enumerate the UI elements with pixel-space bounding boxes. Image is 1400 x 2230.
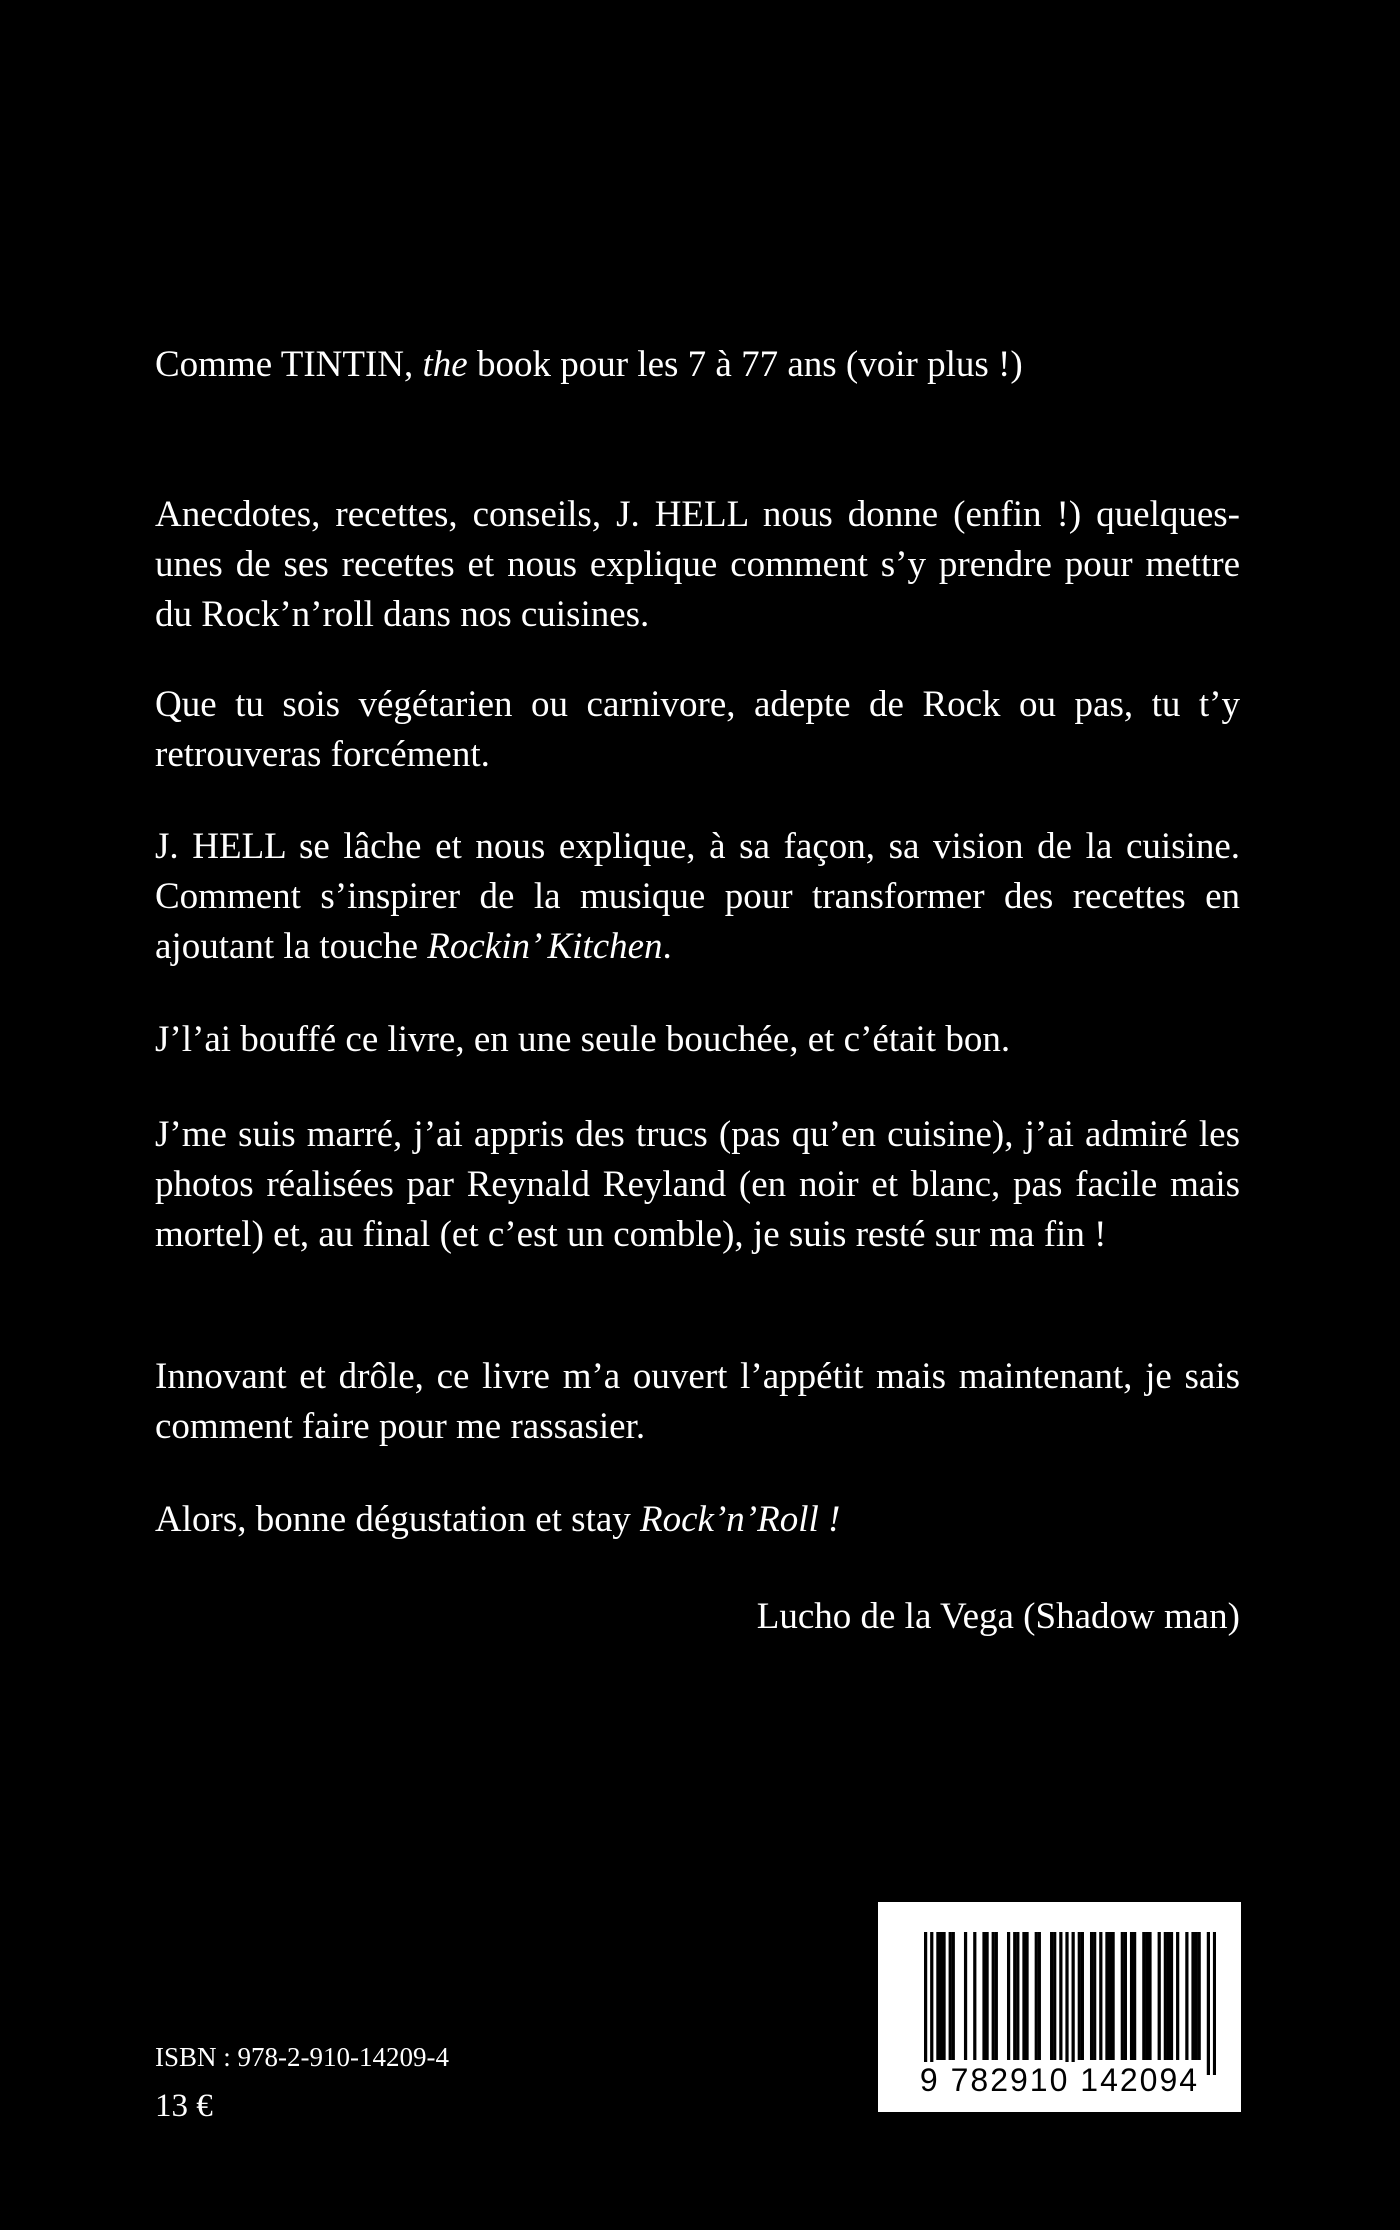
barcode-bar xyxy=(1124,1932,1127,2060)
barcode-bar xyxy=(992,1932,995,2060)
paragraph-text: J’me suis marré, j’ai appris des trucs (pas qu’en cuisine), j’ai admiré les photos réalisées par Reynald Reyland (en noir et blanc, pas facile mais mortel) et, au final (et c’est un comble), je suis resté sur ma fin ! xyxy=(155,1114,1240,1255)
tagline xyxy=(155,340,1023,390)
paragraph-text-prefix: J. HELL se lâche et nous explique, à sa façon, sa vision de la cuisine. Comment s’inspirer de la musique pour transformer des recettes en ajoutant la touche xyxy=(155,826,1240,967)
barcode-bar xyxy=(1121,1932,1124,2060)
barcode-bar xyxy=(1093,1932,1096,2060)
paragraph-text-emphasis: Rockin’ Kitchen xyxy=(427,926,663,967)
barcode-bar xyxy=(1176,1932,1179,2060)
paragraph-text: Que tu sois végétarien ou carnivore, adepte de Rock ou pas, tu t’y retrouveras forcément. xyxy=(155,684,1240,775)
barcode-bar xyxy=(1007,1932,1010,2060)
barcode-bar xyxy=(949,1932,952,2060)
signature: Lucho de la Vega (Shadow man) xyxy=(756,1596,1240,1637)
paragraph-text xyxy=(155,1495,1240,1545)
barcode-bar xyxy=(1111,1932,1114,2060)
barcode-bar xyxy=(939,1932,942,2060)
barcode-bar xyxy=(1022,1932,1025,2060)
barcode-bar xyxy=(1142,1932,1145,2060)
tagline-prefix: Comme TINTIN, xyxy=(155,344,423,385)
barcode-bar xyxy=(924,1932,927,2075)
barcode-bar xyxy=(1025,1932,1028,2060)
barcode-bar xyxy=(930,1932,933,2075)
barcode-bar xyxy=(964,1932,967,2060)
barcode-bar xyxy=(1053,1932,1056,2060)
barcode-bar xyxy=(995,1932,998,2060)
paragraph-vegetarien xyxy=(155,680,1240,780)
barcode-bar xyxy=(1170,1932,1173,2060)
paragraph-anecdotes xyxy=(155,490,1240,640)
barcode-bar xyxy=(1072,1932,1075,2075)
paragraph-degustation xyxy=(155,1495,1240,1545)
barcode-bar xyxy=(1081,1932,1084,2060)
barcode-bar xyxy=(1130,1932,1133,2060)
paragraph-bouffe xyxy=(155,1015,1240,1065)
barcode-bar xyxy=(985,1932,988,2060)
barcode-bar xyxy=(1108,1932,1111,2060)
barcode-bar xyxy=(973,1932,976,2060)
barcode-bar xyxy=(1133,1932,1136,2060)
paragraph-text: J’l’ai bouffé ce livre, en une seule bouchée, et c’était bon. xyxy=(155,1019,1011,1060)
barcode-bar xyxy=(1185,1932,1188,2060)
paragraph-text-suffix: . xyxy=(662,926,672,967)
paragraph-marre xyxy=(155,1110,1240,1260)
barcode-bar xyxy=(1213,1932,1216,2075)
isbn-label: ISBN : 978-2-910-14209-4 xyxy=(155,2042,449,2072)
barcode-bar xyxy=(1148,1932,1151,2060)
barcode-bar xyxy=(1013,1932,1016,2060)
barcode-bar xyxy=(1016,1932,1019,2060)
tagline-emphasis: the xyxy=(422,344,468,385)
barcode-bar xyxy=(982,1932,985,2060)
barcode-digits xyxy=(878,2062,1241,2099)
barcode-bar xyxy=(1194,1932,1197,2060)
barcode-bar xyxy=(1050,1932,1053,2060)
barcode-digits-text: 9 782910 142094 xyxy=(919,2062,1200,2098)
barcode-bars-icon xyxy=(924,1932,1216,2075)
barcode-bar xyxy=(942,1932,945,2060)
barcode-bar xyxy=(1090,1932,1093,2060)
barcode-bar xyxy=(1145,1932,1148,2060)
tagline-suffix: book pour les 7 à 77 ans (voir plus !) xyxy=(467,344,1023,385)
barcode-bar xyxy=(1065,1932,1068,2075)
barcode-bar xyxy=(1099,1932,1102,2060)
paragraph-text xyxy=(155,822,1240,972)
barcode-bar xyxy=(1191,1932,1194,2060)
paragraph-innovant xyxy=(155,1352,1240,1452)
barcode-bar xyxy=(1207,1932,1210,2075)
barcode xyxy=(878,1902,1241,2112)
barcode-bar xyxy=(1198,1932,1201,2060)
barcode-bar xyxy=(1038,1932,1041,2060)
paragraph-text: Innovant et drôle, ce livre m’a ouvert l’appétit mais maintenant, je sais comment faire pour me rassasier. xyxy=(155,1356,1240,1447)
barcode-bar xyxy=(952,1932,955,2060)
barcode-bar xyxy=(1035,1932,1038,2060)
price-label: 13 € xyxy=(155,2088,213,2124)
paragraph-text-emphasis: Rock’n’Roll ! xyxy=(640,1499,841,1540)
barcode-bar xyxy=(1158,1932,1161,2060)
paragraph-vision-cuisine xyxy=(155,822,1240,972)
barcode-bar xyxy=(936,1932,939,2060)
barcode-bar xyxy=(1164,1932,1167,2060)
barcode-bar xyxy=(1105,1932,1108,2060)
paragraph-text: Anecdotes, recettes, conseils, J. HELL nous donne (enfin !) quelques-unes de ses recettes et nous explique comment s’y prendre pour mettre du Rock’n’roll dans nos cuisines. xyxy=(155,494,1240,635)
barcode-bar xyxy=(1059,1932,1062,2060)
barcode-bar xyxy=(1167,1932,1170,2060)
paragraph-text-prefix: Alors, bonne dégustation et stay xyxy=(155,1499,641,1540)
barcode-bar xyxy=(1078,1932,1081,2060)
